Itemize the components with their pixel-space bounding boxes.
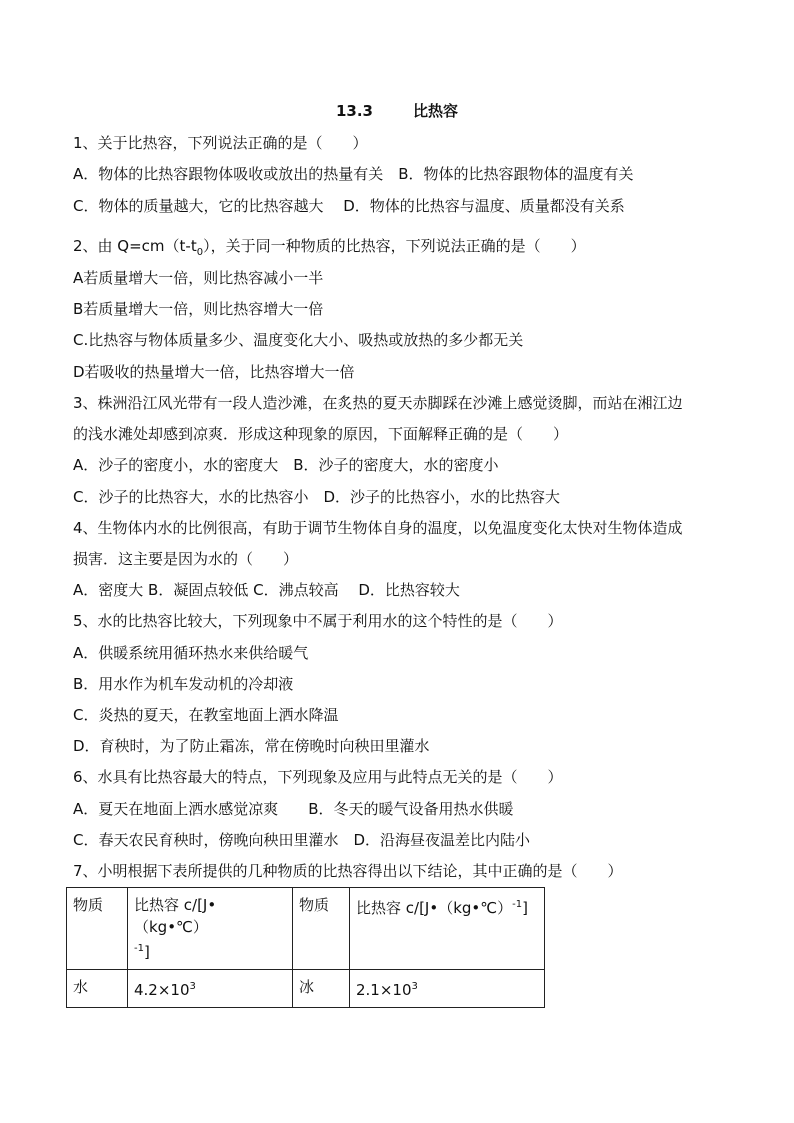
- header-specific-heat-1: 比热容 c/[J•（kg•℃） $^{-1}$]: [128, 888, 293, 970]
- text-line: C．炎热的夏天，在教室地面上洒水降温: [73, 706, 339, 724]
- text-line: 4、生物体内水的比例很高，有助于调节生物体自身的温度，以免温度变化太快对生物体造成: [73, 519, 683, 537]
- text-line: 的浅水滩处却感到凉爽．形成这种现象的原因，下面解释正确的是（ ）: [73, 425, 569, 443]
- text-line: 损害．这主要是因为水的（ ）: [73, 550, 299, 568]
- text-line: D若吸收的热量增大一倍，比热容增大一倍: [73, 363, 355, 381]
- text-line: D．育秧时，为了防止霜冻，常在傍晚时向秧田里灌水: [73, 737, 430, 755]
- cell-water: 水: [67, 970, 128, 1008]
- table-row: [67, 970, 545, 1008]
- cell-ice-value: $2.1\times 10^3$: [350, 970, 545, 1008]
- text-line: 1、关于比热容，下列说法正确的是（ ）: [73, 134, 368, 152]
- q2-subscript: 0: [196, 247, 204, 258]
- text-line: C．沙子的比热容大，水的比热容小 D．沙子的比热容小，水的比热容大: [73, 488, 561, 506]
- text-line: B．用水作为机车发动机的冷却液: [73, 675, 294, 693]
- text-line: C．春天农民育秧时，傍晚向秧田里灌水 D．沿海昼夜温差比内陆小: [73, 831, 531, 849]
- cell-water-value: $4.2\times 10^3$: [128, 970, 293, 1008]
- text-line: 6、水具有比热容最大的特点，下列现象及应用与此特点无关的是（ ）: [73, 768, 563, 786]
- text-line: B若质量增大一倍，则比热容增大一倍: [73, 300, 324, 318]
- section-title: 比热容: [413, 102, 459, 120]
- text-line: A．物体的比热容跟物体吸收或放出的热量有关 B．物体的比热容跟物体的温度有关: [73, 165, 634, 183]
- text-line: A．沙子的密度小，水的密度大 B．沙子的密度大，水的密度小: [73, 456, 499, 474]
- text-line: 5、水的比热容比较大，下列现象中不属于利用水的这个特性的是（ ）: [73, 612, 563, 630]
- header-specific-heat-2: 比热容 c/[J•（kg•℃）$^{-1}$]: [350, 888, 545, 970]
- cell-ice: 冰: [293, 970, 350, 1008]
- text-line: A．供暖系统用循环热水来供给暖气: [73, 644, 309, 662]
- text-line: A若质量增大一倍，则比热容减小一半: [73, 269, 324, 287]
- q2-prefix: 2、由 Q=cm（t-t: [73, 237, 197, 255]
- text-line: C.比热容与物体质量多少、温度变化大小、吸热或放热的多少都无关: [73, 331, 524, 349]
- q2-suffix: ），关于同一种物质的比热容，下列说法正确的是（ ）: [203, 237, 586, 255]
- text-line: A．夏天在地面上洒水感觉凉爽 B．冬天的暖气设备用热水供暖: [73, 800, 514, 818]
- specific-heat-table: [66, 887, 545, 1008]
- text-line: 7、小明根据下表所提供的几种物质的比热容得出以下结论，其中正确的是（ ）: [73, 862, 623, 880]
- header-substance-1: 物质: [67, 888, 128, 970]
- text-line: A．密度大 B．凝固点较低 C．沸点较高 D．比热容较大: [73, 581, 460, 599]
- table-header-row: [67, 888, 545, 970]
- section-number: 13.3: [335, 102, 373, 120]
- question-2-stem: [73, 236, 586, 263]
- text-line: 3、株洲沿江风光带有一段人造沙滩，在炙热的夏天赤脚踩在沙滩上感觉烫脚，而站在湘江边: [73, 394, 683, 412]
- page-title: [0, 100, 794, 121]
- header-substance-2: 物质: [293, 888, 350, 970]
- text-line: C．物体的质量越大，它的比热容越大 D．物体的比热容与温度、质量都没有关系: [73, 197, 625, 215]
